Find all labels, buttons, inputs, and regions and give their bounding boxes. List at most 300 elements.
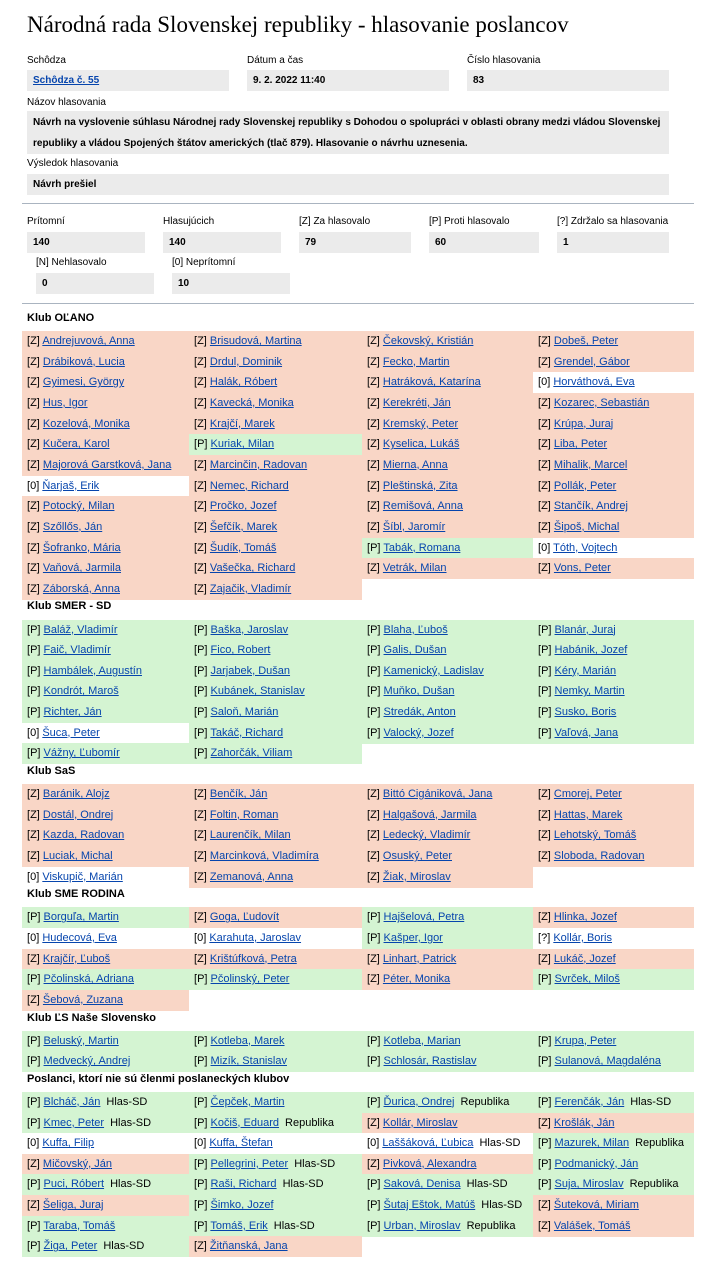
vote-code: P [541, 1178, 549, 1191]
vote-code: P [197, 644, 205, 657]
member-link[interactable]: Tabák, Romana [383, 541, 461, 554]
member-link[interactable]: Cmorej, Peter [553, 788, 622, 800]
member-cell: [Z] Liba, Peter [533, 434, 694, 455]
member-cell: [P] Suja, Miroslav Republika [533, 1174, 694, 1195]
vote-code: P [541, 1034, 549, 1047]
member-link[interactable]: Horváthová, Eva [553, 376, 635, 389]
vote-code: P [370, 623, 378, 636]
member-cell: [P] Baška, Jaroslav [189, 620, 362, 641]
member-link[interactable]: Svrček, Miloš [554, 973, 620, 986]
member-party: Republika [629, 1178, 679, 1191]
member-link[interactable]: Šefčík, Marek [209, 520, 278, 533]
vote-code: Z [541, 335, 548, 347]
number-value: 83 [467, 70, 669, 91]
member-link[interactable]: Dobeš, Peter [553, 335, 619, 347]
member-link[interactable]: Mizík, Stanislav [210, 1055, 287, 1068]
vote-code: P [197, 1157, 205, 1170]
member-cell: [P] Muňko, Dušan [362, 681, 533, 702]
member-link[interactable]: Mazurek, Milan [554, 1137, 630, 1150]
vote-code: Z [197, 520, 204, 533]
member-link[interactable]: Halgašová, Jarmila [382, 808, 477, 821]
member-link[interactable]: Kamenický, Ladislav [383, 664, 484, 677]
vote-code: P [30, 1055, 38, 1068]
vote-code: P [197, 747, 205, 760]
member-link[interactable]: Dostál, Ondrej [42, 808, 114, 821]
member-cell: [P] Tabák, Romana [362, 538, 533, 559]
member-cell: [Z] Vaňová, Jarmila [22, 558, 189, 579]
member-link[interactable]: Žitňanská, Jana [209, 1240, 288, 1253]
member-cell: [P] Nemky, Martin [533, 681, 694, 702]
member-link[interactable]: Habánik, Jozef [554, 644, 628, 657]
member-link[interactable]: Laurenčík, Milan [209, 829, 291, 842]
member-link[interactable]: Krupa, Peter [554, 1034, 617, 1047]
vote-code: Z [197, 582, 204, 595]
member-cell: [P] Hajšelová, Petra [362, 907, 533, 928]
member-cell: [P] Šimko, Jozef [189, 1195, 362, 1216]
member-link[interactable]: Šutaj Eštok, Matúš [383, 1199, 476, 1211]
vote-code: Z [197, 829, 204, 842]
member-cell: [P] Kubánek, Stanislav [189, 681, 362, 702]
member-link[interactable]: Karahuta, Jaroslav [209, 931, 302, 944]
vote-code: Z [541, 562, 548, 575]
vote-code: Z [197, 541, 204, 554]
vote-code: Z [370, 335, 377, 347]
result-label: Výsledok hlasovania [27, 158, 119, 169]
member-link[interactable]: Šimko, Jozef [210, 1199, 274, 1211]
member-link[interactable]: Mierna, Anna [382, 458, 448, 471]
member-cell: [Z] Marcinková, Vladimíra [189, 846, 362, 867]
vote-code: P [30, 1034, 38, 1047]
member-link[interactable]: Žiak, Miroslav [382, 870, 451, 883]
member-link[interactable]: Blaha, Ľuboš [383, 623, 448, 636]
member-link[interactable]: Mihalik, Marcel [553, 458, 628, 471]
member-cell: [Z] Kerekréti, Ján [362, 393, 533, 414]
member-link[interactable]: Stančík, Andrej [553, 500, 628, 513]
member-link[interactable]: Kyselica, Lukáš [382, 438, 460, 451]
member-link[interactable]: Podmanický, Ján [554, 1157, 639, 1170]
member-cell: [Z] Nemec, Richard [189, 476, 362, 497]
vote-code: Z [197, 355, 204, 368]
member-link[interactable]: Jarjabek, Dušan [210, 664, 291, 677]
member-link[interactable]: Drdul, Dominik [209, 355, 283, 368]
vote-code: Z [541, 355, 548, 368]
member-cell: [P] Kočiš, Eduard Republika [189, 1113, 362, 1134]
member-link[interactable]: Takáč, Richard [210, 726, 284, 739]
club-heading: Klub SME RODINA [27, 888, 125, 901]
member-link[interactable]: Záborská, Anna [42, 582, 120, 595]
member-link[interactable]: Luciak, Michal [42, 850, 113, 862]
member-party: Hlas-SD [466, 1178, 508, 1191]
member-cell: [Z] Šudík, Tomáš [189, 538, 362, 559]
vote-code: Z [30, 335, 37, 347]
member-link[interactable]: Kuffa, Štefan [209, 1137, 273, 1150]
vote-code: P [30, 747, 38, 760]
vote-code: Z [30, 520, 37, 533]
member-link[interactable]: Krajčír, Ľuboš [42, 952, 111, 965]
member-link[interactable]: Halák, Róbert [209, 376, 278, 389]
vote-code: Z [30, 1157, 37, 1170]
vote-code: Z [370, 850, 377, 862]
vote-code: P [197, 973, 205, 986]
member-link[interactable]: Andrejuvová, Anna [42, 335, 135, 347]
vote-code: Z [30, 582, 37, 595]
member-link[interactable]: Pellegrini, Peter [210, 1157, 289, 1170]
member-cell: [Z] Kavecká, Monika [189, 393, 362, 414]
vote-code: Z [197, 952, 204, 965]
member-link[interactable]: Susko, Boris [554, 706, 617, 719]
member-link[interactable]: Vaňová, Jarmila [42, 562, 121, 575]
member-link[interactable]: Kerekréti, Ján [382, 396, 451, 409]
member-cell: [P] Krupa, Peter [533, 1031, 694, 1052]
vote-code: 0 [30, 726, 37, 739]
member-cell: [P] Šutaj Eštok, Matúš Hlas-SD [362, 1195, 533, 1216]
vote-code: Z [370, 808, 377, 821]
member-link[interactable]: Potocký, Milan [42, 500, 115, 513]
member-link[interactable]: Krošlák, Ján [553, 1116, 615, 1129]
member-cell: [Z] Kučera, Karol [22, 434, 189, 455]
member-link[interactable]: Šuteková, Miriam [553, 1199, 639, 1211]
member-link[interactable]: Kmec, Peter [43, 1116, 105, 1129]
member-link[interactable]: Raši, Richard [210, 1178, 277, 1191]
member-link[interactable]: Pleštinská, Zita [382, 479, 458, 492]
member-cell: [Z] Lehotský, Tomáš [533, 825, 694, 846]
member-link[interactable]: Ňarjaš, Erik [42, 479, 100, 492]
member-link[interactable]: Baláž, Vladimír [43, 623, 118, 636]
member-link[interactable]: Ledecký, Vladimír [382, 829, 471, 842]
member-cell: [P] Ferenčák, Ján Hlas-SD [533, 1092, 694, 1113]
member-link[interactable]: Brisudová, Martina [209, 335, 302, 347]
member-cell: [Z] Vetrák, Milan [362, 558, 533, 579]
vote-code: P [30, 973, 38, 986]
member-cell: [Z] Zajačik, Vladimír [189, 579, 362, 600]
member-link[interactable]: Ferenčák, Ján [554, 1095, 625, 1108]
vote-code: P [370, 1178, 378, 1191]
member-link[interactable]: Kollár, Miroslav [382, 1116, 458, 1129]
member-link[interactable]: Hlinka, Jozef [553, 911, 617, 924]
vote-code: Z [197, 562, 204, 575]
member-link[interactable]: Fico, Robert [210, 644, 271, 657]
member-link[interactable]: Vetrák, Milan [382, 562, 447, 575]
member-link[interactable]: Liba, Peter [553, 438, 608, 451]
member-link[interactable]: Puci, Róbert [43, 1178, 105, 1191]
member-cell: [Z] Marcinčin, Radovan [189, 455, 362, 476]
present-value: 140 [27, 232, 145, 253]
vote-code: P [541, 623, 549, 636]
member-cell: [Z] Krajčír, Ľuboš [22, 949, 189, 970]
member-link[interactable]: Benčík, Ján [209, 788, 268, 800]
vote-code: 0 [370, 1137, 377, 1150]
member-cell: [Z] Vašečka, Richard [189, 558, 362, 579]
member-link[interactable]: Kašper, Igor [383, 931, 443, 944]
vote-code: P [370, 726, 378, 739]
member-cell: [P] Kmec, Peter Hlas-SD [22, 1113, 189, 1134]
member-link[interactable]: Čepček, Martin [210, 1095, 285, 1108]
member-cell: [Z] Péter, Monika [362, 969, 533, 990]
vote-code: Z [541, 417, 548, 430]
member-link[interactable]: Saková, Denisa [383, 1178, 461, 1191]
novote-label: [N] Nehlasovalo [36, 257, 107, 268]
vote-code: Z [197, 376, 204, 389]
member-link[interactable]: Kozarec, Sebastián [553, 396, 650, 409]
member-link[interactable]: Kotleba, Marek [210, 1034, 285, 1047]
vote-code: Z [30, 829, 37, 842]
vote-code: P [30, 1178, 38, 1191]
member-link[interactable]: Hajšelová, Petra [383, 911, 465, 924]
member-link[interactable]: Goga, Ľudovít [209, 911, 280, 924]
present-label: Prítomní [27, 216, 65, 227]
member-link[interactable]: Kočiš, Eduard [210, 1116, 280, 1129]
member-cell: [P] Pellegrini, Peter Hlas-SD [189, 1154, 362, 1175]
member-cell: [Z] Drábiková, Lucia [22, 352, 189, 373]
member-cell: [Z] Grendel, Gábor [533, 352, 694, 373]
vote-code: Z [197, 1240, 204, 1253]
vote-code: Z [541, 458, 548, 471]
member-link[interactable]: Žiga, Peter [43, 1240, 98, 1253]
member-cell: [Z] Zemanová, Anna [189, 867, 362, 888]
member-link[interactable]: Szőllős, Ján [42, 520, 103, 533]
member-cell: [P] Mazurek, Milan Republika [533, 1133, 694, 1154]
member-link[interactable]: Čekovský, Kristián [382, 335, 474, 347]
vote-code: Z [197, 458, 204, 471]
member-link[interactable]: Schlosár, Rastislav [383, 1055, 477, 1068]
member-link[interactable]: Šíbl, Jaromír [382, 520, 446, 533]
member-link[interactable]: Gyimesi, György [42, 376, 125, 389]
member-link[interactable]: Fecko, Martin [382, 355, 450, 368]
member-link[interactable]: Suja, Miroslav [554, 1178, 624, 1191]
member-link[interactable]: Foltin, Roman [209, 808, 279, 821]
vote-code: P [370, 1199, 378, 1211]
member-cell: [Z] Bittó Cigániková, Jana [362, 784, 533, 805]
member-link[interactable]: Galis, Dušan [383, 644, 447, 657]
vote-code: P [541, 1095, 549, 1108]
member-link[interactable]: Remišová, Anna [382, 500, 464, 513]
member-cell: [Z] Kozarec, Sebastián [533, 393, 694, 414]
member-cell: [Z] Brisudová, Martina [189, 331, 362, 352]
member-link[interactable]: Kremský, Peter [382, 417, 459, 430]
member-cell: [Z] Pivková, Alexandra [362, 1154, 533, 1175]
member-link[interactable]: Urban, Miroslav [383, 1219, 461, 1232]
vote-code: P [197, 726, 205, 739]
member-link[interactable]: Tóth, Vojtech [553, 541, 618, 554]
member-link[interactable]: Hus, Igor [42, 396, 88, 409]
vote-code: Z [30, 993, 37, 1006]
member-cell: [P] Saloň, Marián [189, 702, 362, 723]
member-link[interactable]: Kotleba, Marian [383, 1034, 461, 1047]
member-cell: [Z] Cmorej, Peter [533, 784, 694, 805]
member-link[interactable]: Ďurica, Ondrej [383, 1095, 455, 1108]
member-link[interactable]: Saloň, Marián [210, 706, 279, 719]
member-cell: [Z] Kyselica, Lukáš [362, 434, 533, 455]
vote-code: P [30, 1219, 38, 1232]
member-link[interactable]: Marcinčin, Radovan [209, 458, 308, 471]
member-link[interactable]: Baránik, Alojz [42, 788, 110, 800]
club-heading: Klub SMER - SD [27, 600, 112, 613]
member-link[interactable]: Pročko, Jozef [209, 500, 277, 513]
member-link[interactable]: Kollár, Boris [553, 931, 613, 944]
vote-code: P [541, 726, 549, 739]
member-link[interactable]: Kubánek, Stanislav [210, 685, 305, 698]
vote-code: Z [541, 808, 548, 821]
member-link[interactable]: Mičovský, Ján [42, 1157, 112, 1170]
member-cell: [Z] Goga, Ľudovít [189, 907, 362, 928]
page-title: Národná rada Slovenskej republiky - hlasovanie poslancov [27, 12, 569, 37]
member-cell: [P] Kamenický, Ladislav [362, 661, 533, 682]
member-link[interactable]: Pčolinská, Adriana [43, 973, 135, 986]
vote-code: P [30, 644, 38, 657]
member-link[interactable]: Péter, Monika [382, 973, 451, 986]
session-link[interactable]: Schôdza č. 55 [33, 75, 100, 86]
member-link[interactable]: Vážny, Ľubomír [43, 747, 120, 760]
member-cell: [Z] Luciak, Michal [22, 846, 189, 867]
member-link[interactable]: Medvecký, Andrej [43, 1055, 131, 1068]
member-party: Hlas-SD [103, 1240, 145, 1253]
member-party: Republika [285, 1116, 334, 1129]
member-link[interactable]: Grendel, Gábor [553, 355, 630, 368]
member-cell: [P] Takáč, Richard [189, 723, 362, 744]
member-link[interactable]: Lehotský, Tomáš [553, 829, 637, 842]
member-link[interactable]: Kuffa, Filip [42, 1137, 95, 1150]
vote-code: Z [370, 500, 377, 513]
vote-code: 0 [541, 541, 548, 554]
vote-code: Z [30, 396, 37, 409]
vote-code: P [197, 1199, 205, 1211]
member-link[interactable]: Šofranko, Mária [42, 541, 121, 554]
member-link[interactable]: Hatráková, Katarína [382, 376, 481, 389]
member-link[interactable]: Šuca, Peter [42, 726, 100, 739]
vote-code: Z [370, 1116, 377, 1129]
member-cell: [Z] Žiak, Miroslav [362, 867, 533, 888]
member-cell: [P] Kuriak, Milan [189, 434, 362, 455]
member-link[interactable]: Hambálek, Augustín [43, 664, 142, 677]
vote-code: Z [30, 952, 37, 965]
vote-code: Z [370, 458, 377, 471]
member-link[interactable]: Pollák, Peter [553, 479, 617, 492]
member-link[interactable]: Sulanová, Magdaléna [554, 1055, 661, 1068]
member-cell: [0] Šuca, Peter [22, 723, 189, 744]
member-link[interactable]: Kozelová, Monika [42, 417, 130, 430]
vote-code: P [541, 664, 549, 677]
member-link[interactable]: Kazda, Radovan [42, 829, 125, 842]
member-link[interactable]: Blcháč, Ján [43, 1095, 101, 1108]
member-link[interactable]: Hattas, Marek [553, 808, 623, 821]
vote-code: P [370, 644, 378, 657]
member-link[interactable]: Krištúfková, Petra [209, 952, 297, 965]
member-party: Hlas-SD [294, 1157, 336, 1170]
member-link[interactable]: Lukáč, Jozef [553, 952, 616, 965]
member-link[interactable]: Bittó Cigániková, Jana [382, 788, 493, 800]
member-link[interactable]: Valášek, Tomáš [553, 1219, 631, 1232]
number-label: Číslo hlasovania [467, 55, 541, 66]
member-link[interactable]: Majorová Garstková, Jana [42, 458, 172, 471]
member-cell: [Z] Krištúfková, Petra [189, 949, 362, 970]
member-link[interactable]: Kučera, Karol [42, 438, 110, 451]
vote-code: Z [541, 438, 548, 451]
against-label: [P] Proti hlasovalo [429, 216, 510, 227]
member-link[interactable]: Muňko, Dušan [383, 685, 455, 698]
vote-code: P [197, 1219, 205, 1232]
member-link[interactable]: Zemanová, Anna [209, 870, 294, 883]
member-cell: [P] Beluský, Martin [22, 1031, 189, 1052]
member-link[interactable]: Krajčí, Marek [209, 417, 275, 430]
member-link[interactable]: Šeliga, Juraj [42, 1199, 104, 1211]
member-cell: [P] Vaľová, Jana [533, 723, 694, 744]
member-link[interactable]: Valocký, Jozef [383, 726, 454, 739]
member-link[interactable]: Faič, Vladimír [43, 644, 111, 657]
member-cell: [Z] Šuteková, Miriam [533, 1195, 694, 1216]
vote-code: Z [370, 479, 377, 492]
member-link[interactable]: Pčolinský, Peter [210, 973, 290, 986]
member-link[interactable]: Beluský, Martin [43, 1034, 119, 1047]
vote-code: Z [197, 500, 204, 513]
member-cell: [0] Ňarjaš, Erik [22, 476, 189, 497]
member-link[interactable]: Tomáš, Erik [210, 1219, 268, 1232]
member-link[interactable]: Vaľová, Jana [554, 726, 619, 739]
vote-code: Z [197, 396, 204, 409]
member-party: Hlas-SD [106, 1095, 148, 1108]
member-link[interactable]: Kavecká, Monika [209, 396, 294, 409]
member-link[interactable]: Richter, Ján [43, 706, 102, 719]
member-link[interactable]: Kondrót, Maroš [43, 685, 119, 698]
member-link[interactable]: Borguľa, Martin [43, 911, 119, 924]
member-cell: [P] Faič, Vladimír [22, 640, 189, 661]
member-link[interactable]: Viskupič, Marián [42, 870, 123, 883]
member-link[interactable]: Blanár, Juraj [554, 623, 616, 636]
member-link[interactable]: Hudecová, Eva [42, 931, 117, 944]
member-cell: [0] Kuffa, Štefan [189, 1133, 362, 1154]
session-label: Schôdza [27, 55, 66, 66]
vote-code: Z [370, 788, 377, 800]
member-cell: [Z] Osuský, Peter [362, 846, 533, 867]
member-link[interactable]: Osuský, Peter [382, 850, 452, 862]
member-link[interactable]: Zahorčák, Viliam [210, 747, 293, 760]
member-cell: [Z] Pleštinská, Zita [362, 476, 533, 497]
vote-code: Z [541, 829, 548, 842]
divider [22, 203, 694, 204]
vote-code: Z [370, 870, 377, 883]
member-link[interactable]: Zajačik, Vladimír [209, 582, 292, 595]
member-link[interactable]: Nemky, Martin [554, 685, 625, 698]
member-link[interactable]: Šudík, Tomáš [209, 541, 277, 554]
vote-code: Z [197, 417, 204, 430]
member-link[interactable]: Sloboda, Radovan [553, 850, 645, 862]
member-link[interactable]: Marcinková, Vladimíra [209, 850, 319, 862]
member-link[interactable]: Taraba, Tomáš [43, 1219, 116, 1232]
member-link[interactable]: Stredák, Anton [383, 706, 456, 719]
club-heading: Klub OĽANO [27, 312, 95, 324]
member-link[interactable]: Laššáková, Ľubica [382, 1137, 474, 1150]
member-link[interactable]: Nemec, Richard [209, 479, 289, 492]
member-link[interactable]: Kuriak, Milan [210, 438, 275, 451]
datetime-value: 9. 2. 2022 11:40 [247, 70, 449, 91]
member-link[interactable]: Šipoš, Michal [553, 520, 620, 533]
member-link[interactable]: Linhart, Patrick [382, 952, 457, 965]
member-link[interactable]: Vons, Peter [553, 562, 611, 575]
member-link[interactable]: Vašečka, Richard [209, 562, 296, 575]
member-link[interactable]: Šebová, Zuzana [42, 993, 124, 1006]
member-cell: [P] Taraba, Tomáš [22, 1216, 189, 1237]
member-cell: [Z] Lukáč, Jozef [533, 949, 694, 970]
member-link[interactable]: Drábiková, Lucia [42, 355, 125, 368]
member-cell: [Z] Stančík, Andrej [533, 496, 694, 517]
voting-label: Hlasujúcich [163, 216, 215, 227]
member-link[interactable]: Pivková, Alexandra [382, 1157, 477, 1170]
member-link[interactable]: Krúpa, Juraj [553, 417, 614, 430]
member-link[interactable]: Baška, Jaroslav [210, 623, 289, 636]
vote-code: 0 [30, 931, 37, 944]
member-link[interactable]: Kéry, Marián [554, 664, 617, 677]
member-cell: [Z] Halgašová, Jarmila [362, 805, 533, 826]
vote-code: P [197, 1034, 205, 1047]
